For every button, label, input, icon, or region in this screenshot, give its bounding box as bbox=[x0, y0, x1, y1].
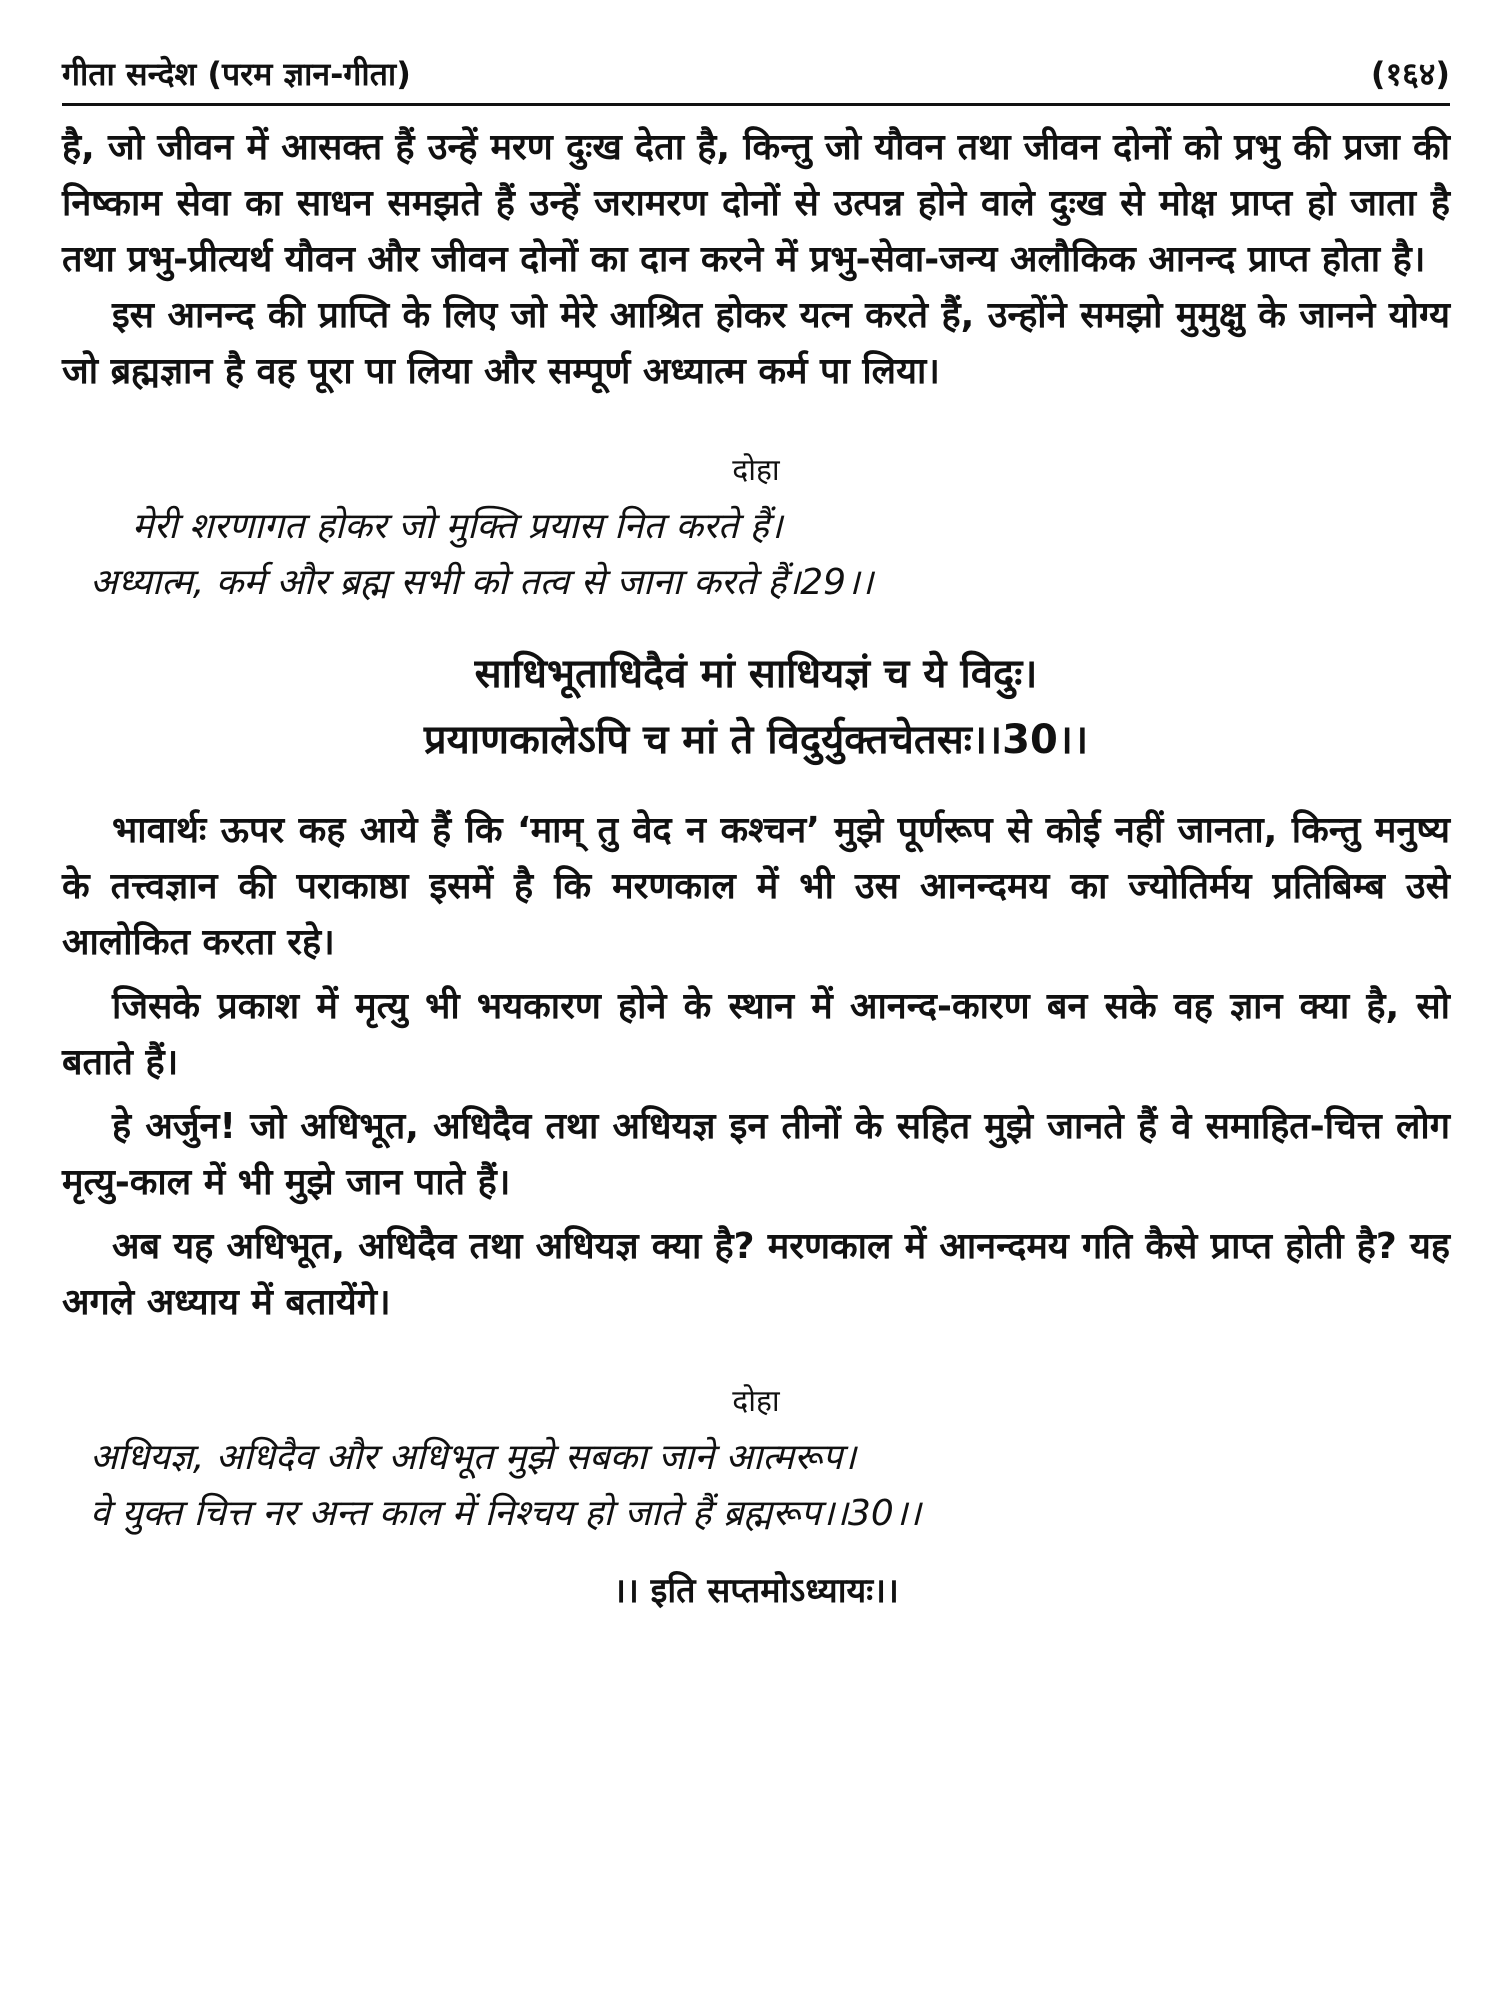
paragraph-continuation: है, जो जीवन में आसक्त हैं उन्हें मरण दुःख देता है, किन्तु जो यौवन तथा जीवन दोनों को प्रभु की प्रजा की निष्काम सेवा का साधन समझते हैं उन्हें जरामरण दोनों से उत्पन्न होने वाले दुःख से मोक्ष प्राप्त हो जाता है तथा प्रभु-प्रीत्यर्थ यौवन और जीवन दोनों का दान करने में प्रभु-सेवा-जन्य अलौकिक आनन्द प्राप्त होता है। bbox=[62, 127, 1450, 280]
doha-line: मेरी शरणागत होकर जो मुक्ति प्रयास नित करते हैं। bbox=[132, 506, 783, 547]
page-number: (१६४) bbox=[1370, 55, 1450, 93]
doha-line: अध्यात्म, कर्म और ब्रह्म सभी को तत्व से जाना करते हैं।29।। bbox=[90, 562, 874, 603]
shloka-line: प्रयाणकालेऽपि च मां ते विदुर्युक्तचेतसः।।30।। bbox=[423, 717, 1089, 763]
page-header bbox=[62, 52, 1450, 106]
paragraph: जिसके प्रकाश में मृत्यु भी भयकारण होने के स्थान में आनन्द-कारण बन सके वह ज्ञान क्या है, सो बताते हैं। bbox=[62, 986, 1450, 1083]
running-title: गीता सन्देश (परम ज्ञान-गीता) bbox=[62, 55, 411, 93]
document-page bbox=[62, 52, 1450, 1612]
doha-line: वे युक्त चित्त नर अन्त काल में निश्चय हो जाते हैं ब्रह्मरूप।।30।। bbox=[90, 1493, 922, 1534]
paragraph: अब यह अधिभूत, अधिदैव तथा अधियज्ञ क्या है? मरणकाल में आनन्दमय गति कैसे प्राप्त होती है? यह अगले अध्याय में बतायेंगे। bbox=[62, 1226, 1450, 1323]
bhavarth-paragraph: भावार्थः ऊपर कह आये हैं कि ‘माम् तु वेद न कश्चन’ मुझे पूर्णरूप से कोई नहीं जानता, किन्तु मनुष्य के तत्त्वज्ञान की पराकाष्ठा इसमें है कि मरणकाल में भी उस आनन्दमय का ज्योतिर्मय प्रतिबिम्ब उसे आलोकित करता रहे। bbox=[62, 810, 1450, 963]
doha-heading: दोहा bbox=[732, 453, 780, 488]
doha-line: अधियज्ञ, अधिदैव और अधिभूत मुझे सबका जाने आत्मरूप। bbox=[90, 1437, 857, 1478]
shloka-line: साधिभूताधिदैवं मां साधियज्ञं च ये विदुः। bbox=[474, 651, 1038, 697]
doha-heading: दोहा bbox=[732, 1384, 780, 1419]
paragraph: इस आनन्द की प्राप्ति के लिए जो मेरे आश्रित होकर यत्न करते हैं, उन्होंने समझो मुमुक्षु के जानने योग्य जो ब्रह्मज्ञान है वह पूरा पा लिया और सम्पूर्ण अध्यात्म कर्म पा लिया। bbox=[62, 295, 1450, 392]
paragraph: हे अर्जुन! जो अधिभूत, अधिदैव तथा अधियज्ञ इन तीनों के सहित मुझे जानते हैं वे समाहित-चित्त लोग मृत्यु-काल में भी मुझे जान पाते हैं। bbox=[62, 1106, 1450, 1203]
sanskrit-shloka bbox=[62, 641, 1450, 773]
chapter-closing: ।। इति सप्तमोऽध्यायः।। bbox=[613, 1571, 899, 1611]
